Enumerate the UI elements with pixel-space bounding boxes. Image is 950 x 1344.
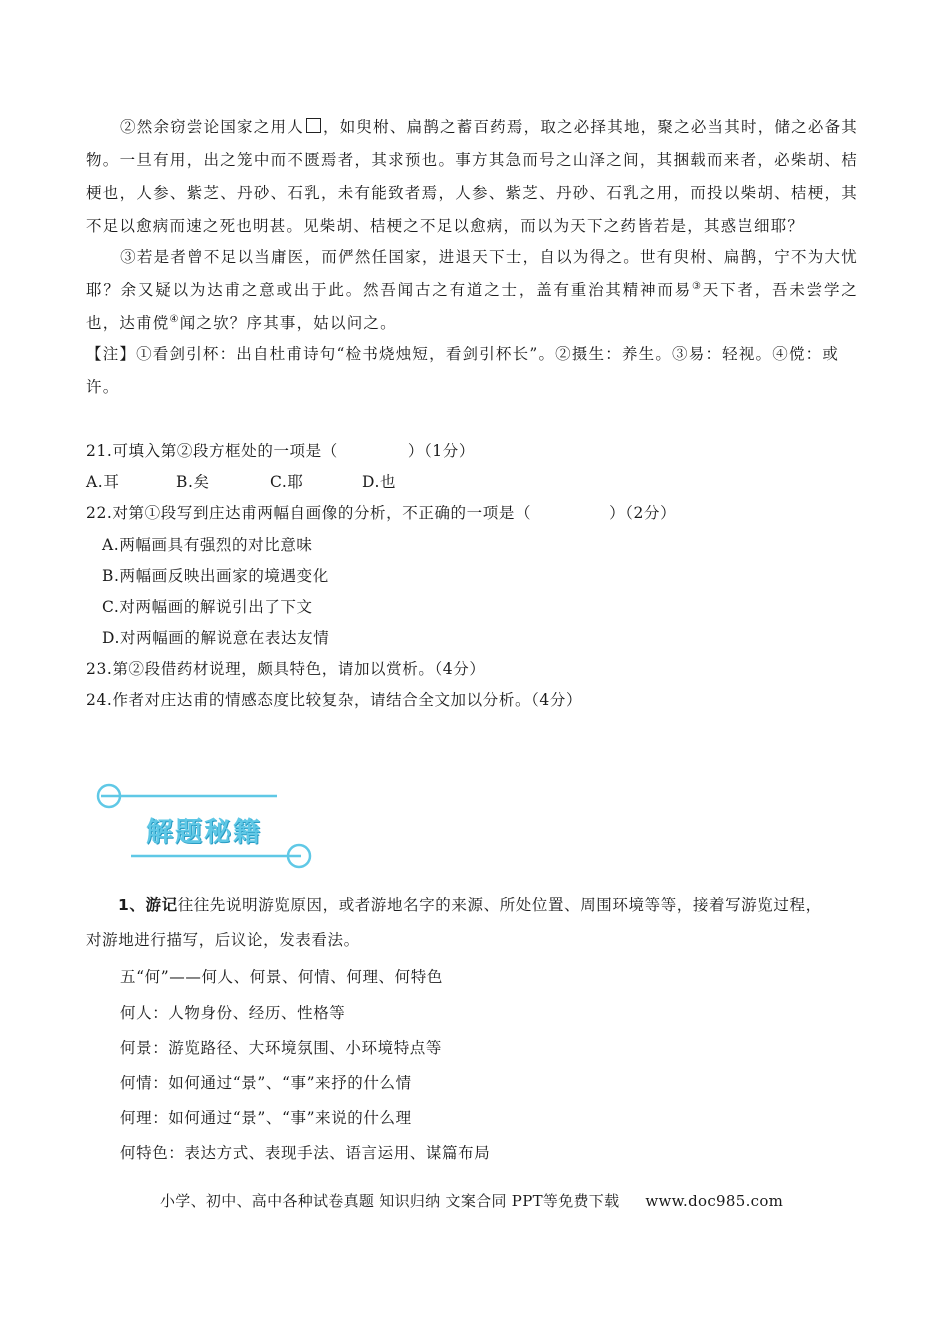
- footer-link[interactable]: www.doc985.com: [645, 1192, 784, 1210]
- tips-item: 何人：人物身份、经历、性格等: [120, 1004, 346, 1022]
- tips-item: 何理：如何通过“景”、“事”来说的什么理: [120, 1109, 412, 1127]
- page-footer: 小学、初中、高中各种试卷真题 知识归纳 文案合同 PPT等免费下载 www.doc985.com: [160, 1192, 784, 1210]
- question-23: 23.第②段借药材说理，颇具特色，请加以赏析。（4分）: [86, 660, 486, 678]
- question-22-option-d: D.对两幅画的解说意在表达友情: [102, 629, 330, 647]
- blank-box: [306, 118, 321, 133]
- option-a: A.耳: [86, 473, 120, 491]
- option-d: D.也: [362, 473, 397, 491]
- passage-note: 【注】①看剑引杯：出自杜甫诗句“检书烧烛短，看剑引杯长”。②摄生：养生。③易：轻视。④傥：或 许。: [86, 345, 840, 396]
- question-24: 24.作者对庄达甫的情感态度比较复杂，请结合全文加以分析。（4分）: [86, 691, 583, 709]
- question-22-option-b: B.两幅画反映出画家的境遇变化: [102, 567, 329, 585]
- question-22-option-c: C.对两幅画的解说引出了下文: [102, 598, 313, 616]
- question-21: 21.可填入第②段方框处的一项是（ ）（1分）: [86, 442, 475, 460]
- tips-lead: 1、游记往往先说明游览原因，或者游地名字的来源、所处位置、周围环境等等，接着写游览过程， 对游地进行描写，后议论，发表看法。: [86, 896, 822, 949]
- tips-item: 五“何”——何人、何景、何情、何理、何特色: [120, 968, 443, 986]
- question-21-options: [86, 470, 396, 492]
- option-c: C.耶: [270, 473, 304, 491]
- passage-paragraph-2: ②然余窃尝论国家之用人 ，如臾柎、扁鹊之蓄百药焉，取之必择其地，聚之必当其时，储之必备其物。一旦有用，出之笼中而不匮焉者，其求预也。事方其急而号之山泽之间，其捆载而来者，必柴胡、桔梗也，人参、紫芝、丹砂、石乳，未有能致者焉，人参、紫芝、丹砂、石乳之用，而投以柴胡、桔梗，其不足以愈病而速之死也明甚。见柴胡、桔梗之不足以愈病，而以为天下之药皆若是，其惑岂细耶？: [86, 118, 859, 235]
- tips-item: 何情：如何通过“景”、“事”来抒的什么情: [120, 1074, 412, 1092]
- tips-item: 何特色：表达方式、表现手法、语言运用、谋篇布局: [120, 1144, 491, 1162]
- passage-paragraph-3: ③若是者曾不足以当庸医，而俨然任国家，进退天下士，自以为得之。世有臾柎、扁鹊，宁不为大忧耶？余又疑以为达甫之意或出于此。然吾闻古之有道之士，盖有重治其精神而易③天下者，吾未尝学之也，达甫傥④闻之欤？序其事，姑以问之。: [86, 248, 858, 332]
- banner-title: 解题秘籍: [146, 817, 262, 848]
- option-b: B.矣: [176, 473, 210, 491]
- question-22-option-a: A.两幅画具有强烈的对比意味: [102, 536, 313, 554]
- question-22: 22.对第①段写到庄达甫两幅自画像的分析，不正确的一项是（ ）（2分）: [86, 504, 677, 522]
- tips-item: 何景：游览路径、大环境氛围、小环境特点等: [120, 1039, 443, 1057]
